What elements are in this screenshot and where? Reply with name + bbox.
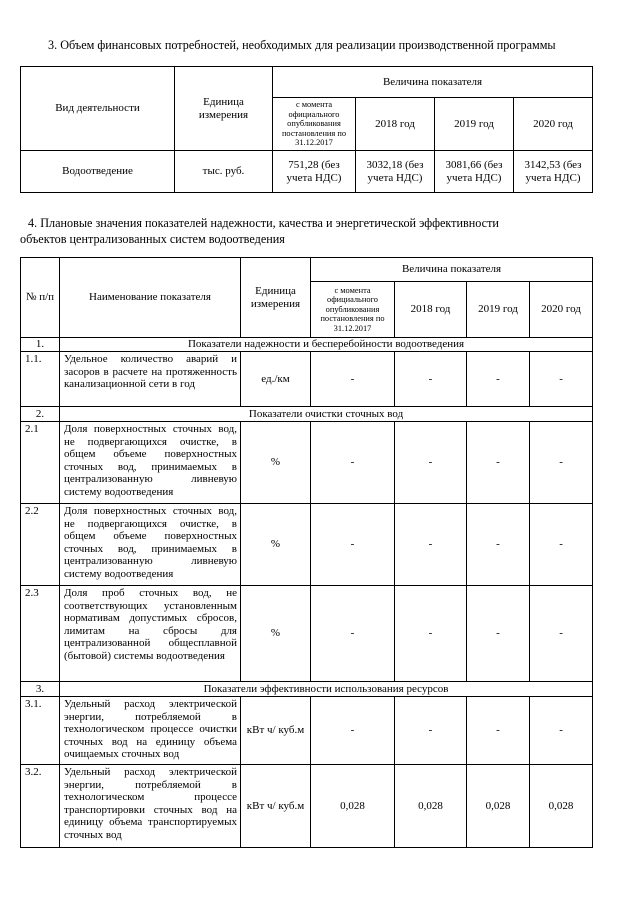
header-from-moment: с момента официального опубликования постановления по 31.12.2017 xyxy=(273,98,356,151)
row-value-2019: 0,028 xyxy=(467,765,530,848)
row-value-2019: - xyxy=(467,586,530,682)
table-row xyxy=(21,697,593,765)
header-name: Наименование показателя xyxy=(60,258,241,338)
row-value-2018: - xyxy=(395,352,467,407)
header-2020: 2020 год xyxy=(514,98,593,151)
row-unit: % xyxy=(241,586,311,682)
row-name: Удельный расход электрической энергии, потребляемой в технологическом процессе очистки сточных вод на единицу объема очищаемых сточных вод xyxy=(60,697,241,765)
row-unit: тыс. руб. xyxy=(175,151,273,193)
row-unit: % xyxy=(241,504,311,586)
row-name: Удельное количество аварий и засоров в расчете на протяженность канализационной сети в год xyxy=(60,352,241,407)
header-unit: Единица измерения xyxy=(175,67,273,151)
table-row xyxy=(21,352,593,407)
row-activity: Водоотведение xyxy=(21,151,175,193)
row-value-2020: - xyxy=(530,422,593,504)
row-value-2020: 3142,53 (без учета НДС) xyxy=(514,151,593,193)
row-name: Доля проб сточных вод, не соответствующих установленным нормативам допустимых сбросов, лимитам на сбросы для централизованной общесплавной (бытовой) системы водоотведения xyxy=(60,586,241,682)
row-value-2020: - xyxy=(530,586,593,682)
table-row xyxy=(21,422,593,504)
indicators-table xyxy=(20,257,593,848)
row-value-moment: 0,028 xyxy=(311,765,395,848)
row-name: Удельный расход электрической энергии, потребляемой в технологическом процессе транспортировки сточных вод на единицу объема транспортируемых сточных вод xyxy=(60,765,241,848)
row-value-2019: - xyxy=(467,504,530,586)
section-title: Показатели очистки сточных вод xyxy=(60,407,593,422)
row-unit: % xyxy=(241,422,311,504)
row-unit: ед./км xyxy=(241,352,311,407)
row-value-moment: - xyxy=(311,504,395,586)
row-value-2018: - xyxy=(395,586,467,682)
row-value-2020: 0,028 xyxy=(530,765,593,848)
section4-title-line1: 4. Плановые значения показателей надежности, качества и энергетической эффективности xyxy=(28,216,499,230)
row-value-2019: 3081,66 (без учета НДС) xyxy=(435,151,514,193)
row-value-2020: - xyxy=(530,352,593,407)
row-value-2020: - xyxy=(530,697,593,765)
section4-title-line2: объектов централизованных систем водоотведения xyxy=(20,232,285,246)
table-row xyxy=(21,586,593,682)
row-number: 3.2. xyxy=(21,765,60,848)
row-value-2020: - xyxy=(530,504,593,586)
row-value-moment: 751,28 (без учета НДС) xyxy=(273,151,356,193)
row-value-2019: - xyxy=(467,697,530,765)
header-2018: 2018 год xyxy=(395,282,467,338)
row-number: 3.1. xyxy=(21,697,60,765)
row-number: 1.1. xyxy=(21,352,60,407)
section-title: Показатели эффективности использования ресурсов xyxy=(60,682,593,697)
row-value-2019: - xyxy=(467,422,530,504)
row-value-moment: - xyxy=(311,352,395,407)
section3-title: 3. Объем финансовых потребностей, необходимых для реализации производственной программы xyxy=(48,38,556,52)
row-value-moment: - xyxy=(311,422,395,504)
row-value-2019: - xyxy=(467,352,530,407)
section-title: Показатели надежности и бесперебойности водоотведения xyxy=(60,338,593,352)
header-num: № п/п xyxy=(21,258,60,338)
row-name: Доля поверхностных сточных вод, не подвергающихся очистке, в общем объеме поверхностных сточных вод, принимаемых в централизованную ливневую систему водоотведения xyxy=(60,422,241,504)
row-value-2018: - xyxy=(395,422,467,504)
financial-needs-table xyxy=(20,66,593,193)
row-number: 2.1 xyxy=(21,422,60,504)
header-value: Величина показателя xyxy=(311,258,593,282)
row-unit: кВт ч/ куб.м xyxy=(241,697,311,765)
row-value-2018: - xyxy=(395,697,467,765)
header-activity: Вид деятельности xyxy=(21,67,175,151)
row-unit: кВт ч/ куб.м xyxy=(241,765,311,848)
row-number: 2.3 xyxy=(21,586,60,682)
header-2018: 2018 год xyxy=(356,98,435,151)
row-value-moment: - xyxy=(311,697,395,765)
header-2019: 2019 год xyxy=(435,98,514,151)
header-unit: Единица измерения xyxy=(241,258,311,338)
row-name: Доля поверхностных сточных вод, не подвергающихся очистке, в общем объеме поверхностных сточных вод, принимаемых в централизованную ливневую систему водоотведения xyxy=(60,504,241,586)
table-row xyxy=(21,765,593,848)
section-number: 1. xyxy=(21,338,60,352)
section-number: 3. xyxy=(21,682,60,697)
header-from-moment: с момента официального опубликования постановления по 31.12.2017 xyxy=(311,282,395,338)
row-number: 2.2 xyxy=(21,504,60,586)
header-2019: 2019 год xyxy=(467,282,530,338)
row-value-2018: 0,028 xyxy=(395,765,467,848)
row-value-2018: - xyxy=(395,504,467,586)
row-value-moment: - xyxy=(311,586,395,682)
row-value-2018: 3032,18 (без учета НДС) xyxy=(356,151,435,193)
header-2020: 2020 год xyxy=(530,282,593,338)
header-value: Величина показателя xyxy=(273,67,593,98)
section-number: 2. xyxy=(21,407,60,422)
table-row xyxy=(21,504,593,586)
